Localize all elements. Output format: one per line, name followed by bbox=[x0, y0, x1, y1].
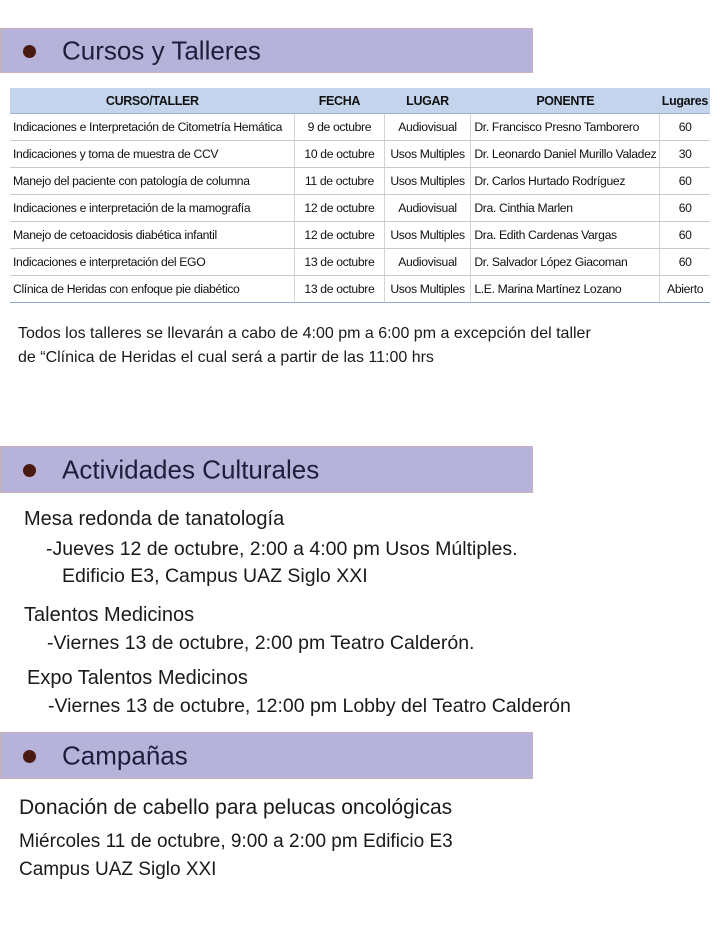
cell-ponente: Dra. Edith Cardenas Vargas bbox=[471, 222, 660, 249]
cell-ponente: Dr. Carlos Hurtado Rodríguez bbox=[471, 168, 660, 195]
schedule-note bbox=[18, 322, 708, 370]
cell-ponente: Dra. Cinthia Marlen bbox=[471, 195, 660, 222]
note-line: Todos los talleres se llevarán a cabo de 4:00 pm a 6:00 pm a excepción del taller bbox=[18, 325, 591, 342]
cell-lugares: 60 bbox=[660, 114, 710, 141]
column-header-lugares: Lugares bbox=[660, 88, 710, 114]
cell-ponente: Dr. Leonardo Daniel Murillo Valadez bbox=[471, 141, 660, 168]
column-header-ponente: PONENTE bbox=[471, 88, 660, 114]
section-header-campanas bbox=[0, 732, 533, 779]
cell-curso: Manejo del paciente con patología de columna bbox=[10, 168, 295, 195]
cell-fecha: 12 de octubre bbox=[295, 222, 385, 249]
cell-lugares: 60 bbox=[660, 249, 710, 276]
section-title: Campañas bbox=[62, 740, 188, 770]
cell-lugar: Usos Multiples bbox=[384, 276, 471, 303]
cell-lugares: 30 bbox=[660, 141, 710, 168]
cell-lugar: Audiovisual bbox=[384, 249, 471, 276]
cell-lugares: 60 bbox=[660, 222, 710, 249]
cell-fecha: 9 de octubre bbox=[295, 114, 385, 141]
cell-fecha: 13 de octubre bbox=[295, 249, 385, 276]
table-row bbox=[10, 168, 710, 195]
section-header-cultura bbox=[0, 446, 533, 493]
table-row bbox=[10, 249, 710, 276]
campaign-location: Campus UAZ Siglo XXI bbox=[19, 859, 217, 880]
cell-curso: Clínica de Heridas con enfoque pie diabético bbox=[10, 276, 295, 303]
cell-lugar: Usos Multiples bbox=[384, 222, 471, 249]
cell-curso: Indicaciones e Interpretación de Citometría Hemática bbox=[10, 114, 295, 141]
table-row bbox=[10, 276, 710, 303]
event-title-expo: Expo Talentos Medicinos bbox=[27, 667, 248, 689]
event-title-mesa: Mesa redonda de tanatología bbox=[24, 508, 285, 530]
table-row bbox=[10, 195, 710, 222]
column-header-curso: CURSO/TALLER bbox=[10, 88, 295, 114]
cell-curso: Indicaciones e interpretación de la mamografía bbox=[10, 195, 295, 222]
campaign-title: Donación de cabello para pelucas oncológicas bbox=[19, 796, 453, 819]
section-title: Actividades Culturales bbox=[62, 454, 320, 484]
cell-curso: Indicaciones e interpretación del EGO bbox=[10, 249, 295, 276]
table-header-row bbox=[10, 88, 710, 114]
cell-lugares: 60 bbox=[660, 195, 710, 222]
cell-fecha: 13 de octubre bbox=[295, 276, 385, 303]
cell-lugar: Usos Multiples bbox=[384, 141, 471, 168]
courses-table bbox=[10, 88, 710, 303]
section-header-cursos bbox=[0, 28, 533, 73]
cell-fecha: 10 de octubre bbox=[295, 141, 385, 168]
table-row bbox=[10, 222, 710, 249]
event-detail-talentos: -Viernes 13 de octubre, 2:00 pm Teatro Calderón. bbox=[47, 632, 475, 654]
cell-lugares: 60 bbox=[660, 168, 710, 195]
cell-ponente: Dr. Francisco Presno Tamborero bbox=[471, 114, 660, 141]
cell-lugar: Audiovisual bbox=[384, 114, 471, 141]
event-title-talentos: Talentos Medicinos bbox=[24, 604, 195, 626]
table-row bbox=[10, 141, 710, 168]
cell-ponente: Dr. Salvador López Giacoman bbox=[471, 249, 660, 276]
bullet-icon bbox=[23, 45, 36, 58]
cell-lugar: Audiovisual bbox=[384, 195, 471, 222]
cell-curso: Manejo de cetoacidosis diabética infantil bbox=[10, 222, 295, 249]
section-title: Cursos y Talleres bbox=[62, 35, 261, 65]
cell-lugares: Abierto bbox=[660, 276, 710, 303]
event-detail-mesa: -Jueves 12 de octubre, 2:00 a 4:00 pm Usos Múltiples. bbox=[46, 538, 518, 560]
table-row bbox=[10, 114, 710, 141]
cell-fecha: 11 de octubre bbox=[295, 168, 385, 195]
event-location-mesa: Edificio E3, Campus UAZ Siglo XXI bbox=[62, 565, 368, 587]
cell-fecha: 12 de octubre bbox=[295, 195, 385, 222]
cell-curso: Indicaciones y toma de muestra de CCV bbox=[10, 141, 295, 168]
campaign-detail: Miércoles 11 de octubre, 9:00 a 2:00 pm Edificio E3 bbox=[19, 831, 453, 852]
cell-lugar: Usos Multiples bbox=[384, 168, 471, 195]
bullet-icon bbox=[23, 464, 36, 477]
column-header-lugar: LUGAR bbox=[384, 88, 471, 114]
cell-ponente: L.E. Marina Martínez Lozano bbox=[471, 276, 660, 303]
note-line: de “Clínica de Heridas el cual será a partir de las 11:00 hrs bbox=[18, 349, 434, 366]
bullet-icon bbox=[23, 750, 36, 763]
column-header-fecha: FECHA bbox=[295, 88, 385, 114]
event-detail-expo: -Viernes 13 de octubre, 12:00 pm Lobby del Teatro Calderón bbox=[48, 695, 571, 717]
